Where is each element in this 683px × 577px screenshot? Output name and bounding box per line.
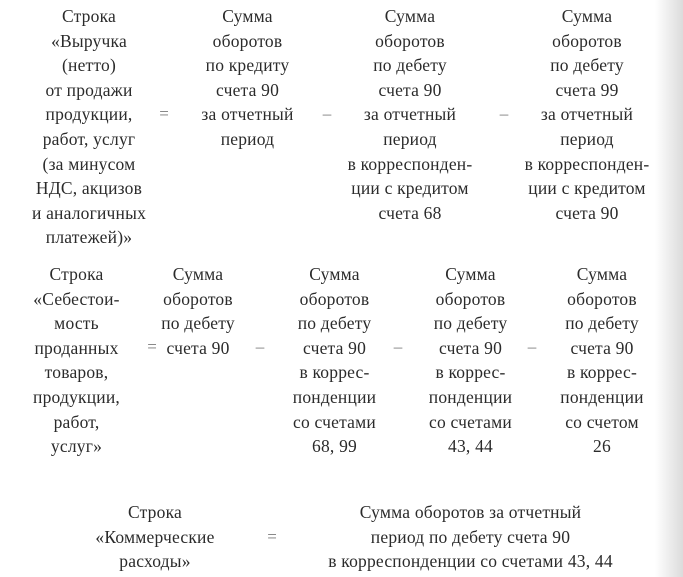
formula1-minus-sign-2: – bbox=[499, 104, 509, 123]
formula2-term-debit-90: Сумма оборотов по дебету счета 90 bbox=[161, 264, 235, 358]
formula2-term-debit-90-68-99: Сумма оборотов по дебету счета 90 в коррес- понденции со счетами 68, 99 bbox=[292, 264, 377, 457]
formula2-minus-sign-3: – bbox=[527, 337, 537, 356]
formula3-line-label: Строка «Коммерческие расходы» bbox=[95, 502, 215, 572]
formula1-minus-sign-1: – bbox=[322, 104, 332, 123]
formula2-term-debit-90-43-44: Сумма оборотов по дебету счета 90 в коррес- понденции со счетами 43, 44 bbox=[428, 264, 513, 457]
formula1-term-debit-99-90: Сумма оборотов по дебету счета 99 за отчетный период в корреспонден- ции с кредитом счета 90 bbox=[524, 6, 650, 223]
formula3-term-debit-90-43-44: Сумма оборотов за отчетный период по дебету счета 90 в корреспонденции со счетами 43, 44 bbox=[328, 502, 613, 572]
formula1-equals-sign: = bbox=[159, 104, 169, 123]
formula1-term-debit-90-68: Сумма оборотов по дебету счета 90 за отчетный период в корреспонден- ции с кредитом счета 68 bbox=[347, 6, 473, 223]
formula2-minus-sign-2: – bbox=[393, 337, 403, 356]
scan-edge-shadow bbox=[655, 0, 683, 577]
formula2-line-label: Строка «Себестои- мость проданных товаров, продукции, работ, услуг» bbox=[33, 264, 120, 457]
formula3-equals-sign: = bbox=[267, 527, 277, 546]
formula1-line-label: Строка «Выручка (нетто) от продажи продукции, работ, услуг (за минусом НДС, акцизов и аналогичных платежей)» bbox=[31, 6, 147, 248]
formula2-equals-sign: = bbox=[147, 337, 157, 356]
formula1-term-credit-turnover: Сумма оборотов по кредиту счета 90 за отчетный период bbox=[201, 6, 294, 149]
formula2-term-debit-90-26: Сумма оборотов по дебету счета 90 в коррес- понденции со счетом 26 bbox=[560, 264, 644, 457]
formula2-minus-sign-1: – bbox=[255, 337, 265, 356]
